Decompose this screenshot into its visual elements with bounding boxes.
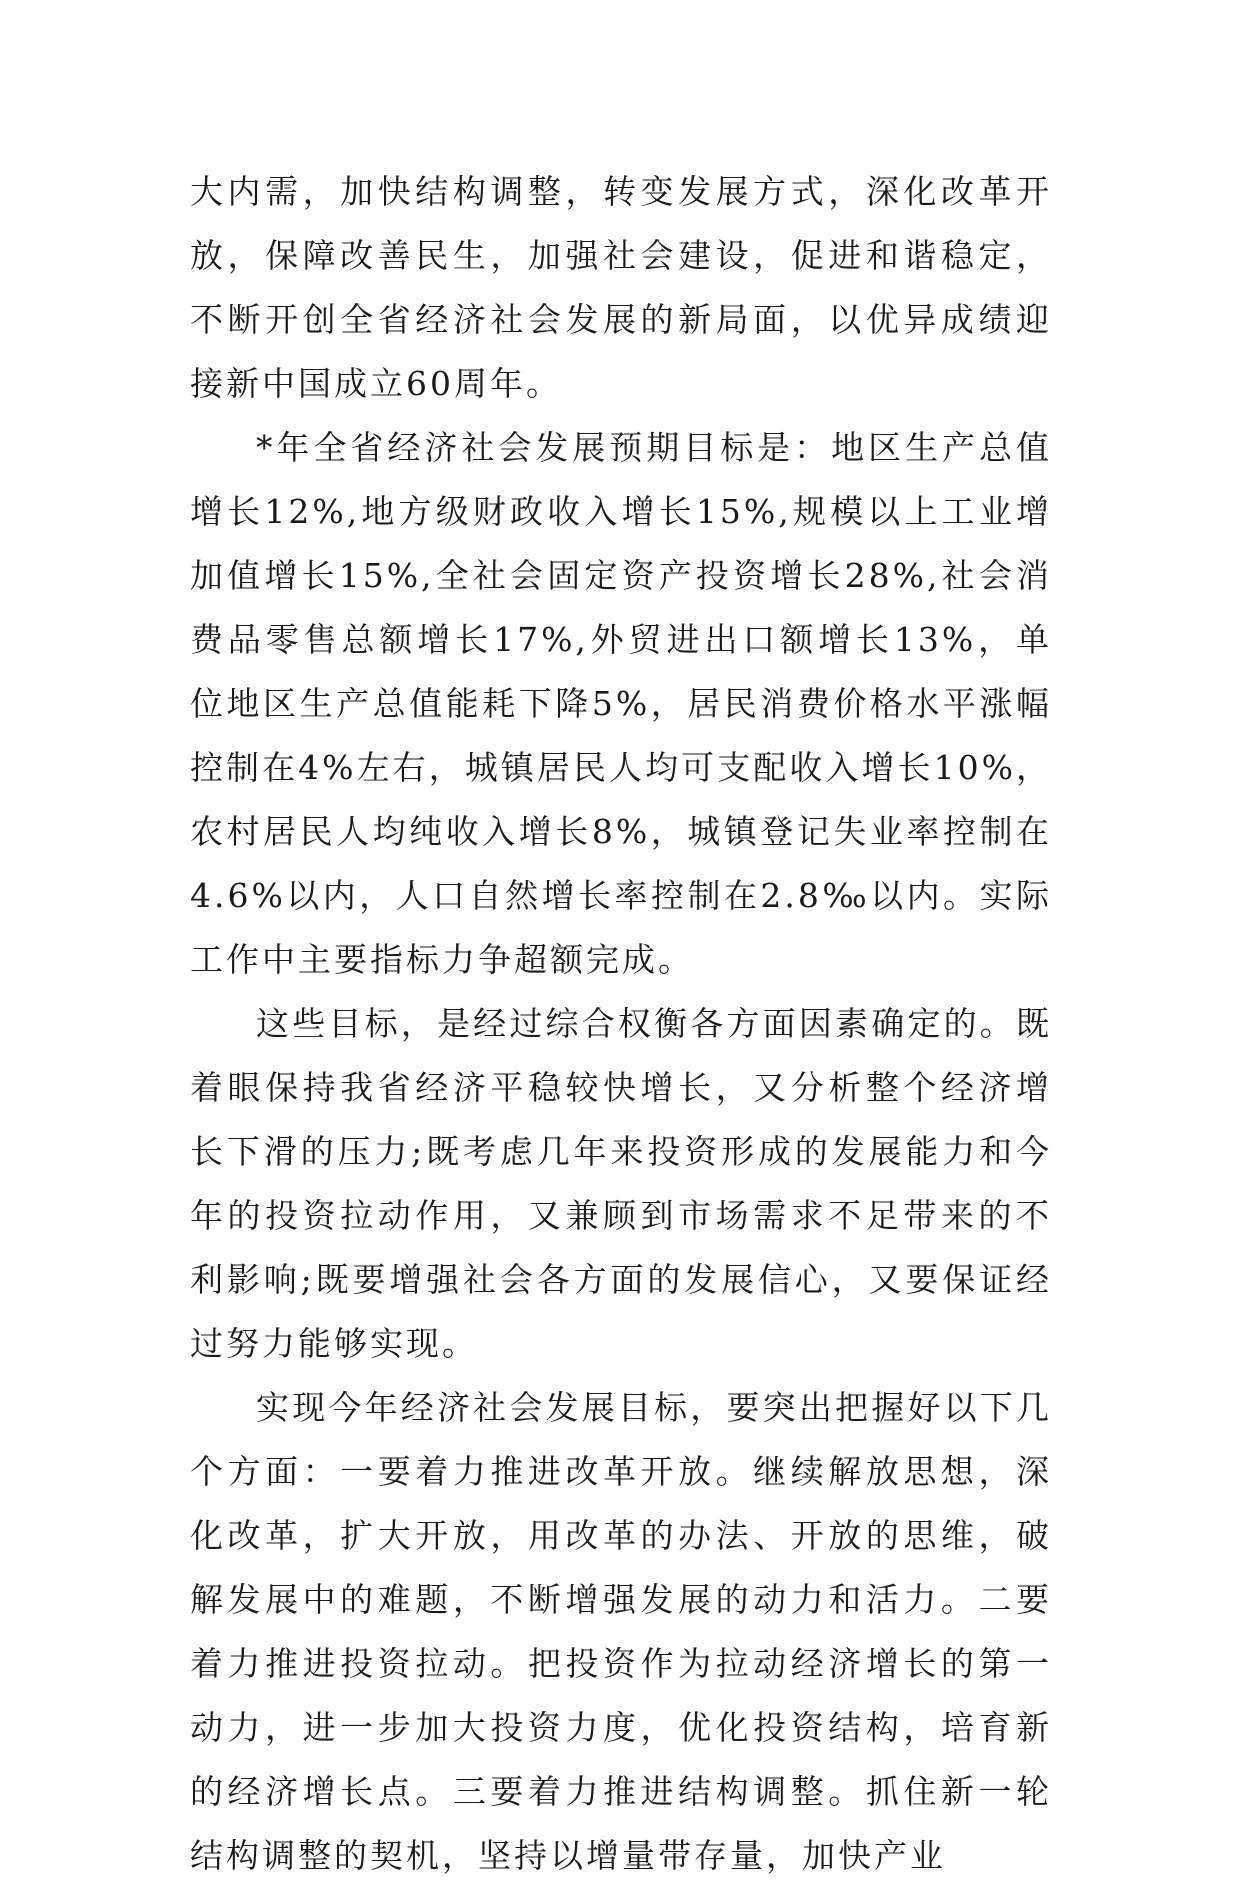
- document-body: [190, 160, 1052, 1888]
- paragraph-continuation: 大内需，加快结构调整，转变发展方式，深化改革开放，保障改善民生，加强社会建设，促进和谐稳定，不断开创全省经济社会发展的新局面，以优异成绩迎接新中国成立60周年。: [190, 172, 1052, 403]
- paragraph-rationale: 这些目标，是经过综合权衡各方面因素确定的。既着眼保持我省经济平稳较快增长，又分析整个经济增长下滑的压力;既考虑几年来投资形成的发展能力和今年的投资拉动作用，又兼顾到市场需求不足带来的不利影响;既要增强社会各方面的发展信心，又要保证经过努力能够实现。: [190, 1004, 1052, 1363]
- paragraph-targets: *年全省经济社会发展预期目标是：地区生产总值增长12%,地方级财政收入增长15%,规模以上工业增加值增长15%,全社会固定资产投资增长28%,社会消费品零售总额增长17%,外贸进出口额增长13%，单位地区生产总值能耗下降5%，居民消费价格水平涨幅控制在4%左右，城镇居民人均可支配收入增长10%，农村居民人均纯收入增长8%，城镇登记失业率控制在4.6%以内，人口自然增长率控制在2.8‰以内。实际工作中主要指标力争超额完成。: [190, 428, 1052, 979]
- paragraph-priorities: 实现今年经济社会发展目标，要突出把握好以下几个方面：一要着力推进改革开放。继续解放思想，深化改革，扩大开放，用改革的办法、开放的思维，破解发展中的难题，不断增强发展的动力和活力。二要着力推进投资拉动。把投资作为拉动经济增长的第一动力，进一步加大投资力度，优化投资结构，培育新的经济增长点。三要着力推进结构调整。抓住新一轮结构调整的契机，坚持以增量带存量，加快产业: [190, 1388, 1052, 1875]
